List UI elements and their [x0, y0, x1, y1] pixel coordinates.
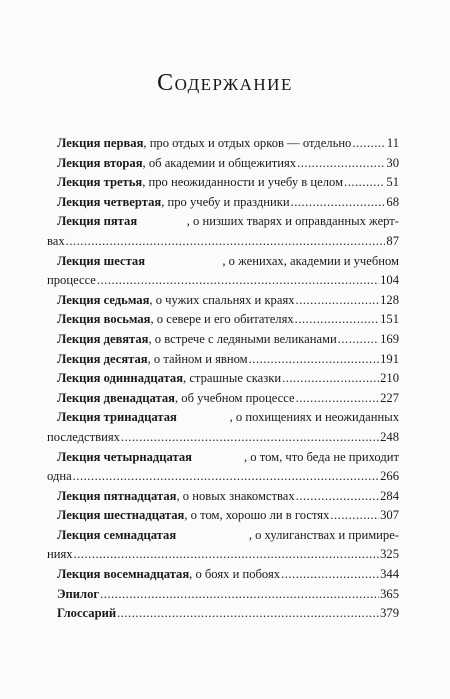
toc-entry-description: , о севере и его обитателях — [150, 312, 294, 327]
toc-entry-line — [47, 604, 399, 624]
leader-dots — [291, 193, 386, 213]
toc-entry-title: Лекция четырнадцатая — [57, 449, 192, 464]
toc-entry-page-number: 210 — [380, 371, 399, 386]
leader-dots — [296, 291, 380, 311]
toc-entry-description: , о боях и побоях — [189, 567, 281, 582]
toc-entry-title: Лекция тринадцатая — [57, 410, 177, 425]
toc-entry-title: Лекция четвертая — [57, 194, 162, 209]
leader-dots — [73, 467, 379, 487]
toc-entry-line — [47, 526, 399, 546]
toc-entry-line — [47, 271, 399, 291]
toc-entry-page-number: 104 — [380, 273, 399, 288]
toc-entry-title: Лекция первая — [57, 136, 144, 150]
toc-entry-line — [47, 565, 399, 585]
leader-dots — [297, 154, 385, 174]
toc-entry — [47, 448, 399, 487]
leader-dots — [296, 389, 380, 409]
toc-entry-line — [47, 467, 399, 487]
toc-entry-line — [47, 428, 399, 448]
toc-entry-page-number: 266 — [380, 469, 399, 484]
toc-entry-page-number: 284 — [380, 488, 399, 503]
toc-entry-page-number: 169 — [380, 331, 399, 346]
toc-entry-description: , о том, что беда не приходит — [244, 449, 399, 464]
toc-entry-page-number: 307 — [380, 508, 399, 523]
toc-entry-line — [47, 193, 399, 213]
leader-dots — [338, 330, 379, 350]
toc-entry — [47, 408, 399, 447]
toc-entry-line — [47, 173, 399, 193]
toc-entry-page-number: 379 — [380, 606, 399, 621]
leader-dots — [117, 604, 379, 624]
toc-entry-title: Лекция пятнадцатая — [57, 488, 177, 503]
toc-entry — [47, 565, 399, 585]
toc-entry-title: Лекция восемнадцатая — [57, 567, 190, 582]
leader-dots — [344, 173, 385, 193]
leader-dots — [330, 506, 379, 526]
leader-dots — [100, 585, 379, 605]
toc-entry — [47, 369, 399, 389]
leader-dots — [74, 545, 380, 565]
toc-entry-title: Лекция семнадцатая — [57, 527, 177, 542]
toc-entry-line — [47, 310, 399, 330]
toc-entry — [47, 330, 399, 350]
toc-entry-description: , о чужих спальнях и краях — [149, 292, 295, 307]
page-title: Содержание — [157, 70, 293, 96]
leader-dots — [295, 310, 379, 330]
leader-dots — [66, 232, 386, 252]
toc-entry — [47, 526, 399, 565]
toc-entry-line — [47, 330, 399, 350]
toc-entry-description: , о похищениях и неожиданных — [229, 410, 399, 425]
toc-entry-description: , о том, хорошо ли в гостях — [184, 508, 330, 523]
toc-entry — [47, 291, 399, 311]
toc-entry-description-continued: ниях — [47, 547, 73, 562]
toc-entry-description: , страшные сказки — [183, 371, 282, 386]
toc-entry-line — [47, 134, 399, 154]
toc-entry-description: , про отдых и отдых орков — отдельно — [143, 136, 352, 150]
toc-entry — [47, 154, 399, 174]
toc-entry-title: Лекция седьмая — [57, 292, 150, 307]
toc-entry-page-number: 344 — [380, 567, 399, 582]
toc-entry-line — [47, 389, 399, 409]
toc-entry-description: , о тайном и явном — [147, 351, 248, 366]
toc-entry-description: , о женихах, академии и учебном — [222, 253, 399, 268]
toc-entry — [47, 350, 399, 370]
toc-entry — [47, 193, 399, 213]
toc-entry-description: , о низших тварях и оправданных жерт- — [186, 214, 399, 229]
toc-entry-description: , об академии и общежитиях — [142, 155, 297, 170]
leader-dots — [281, 565, 379, 585]
toc-entry — [47, 487, 399, 507]
toc-entry-page-number: 51 — [386, 175, 399, 190]
toc-entry — [47, 506, 399, 526]
toc-entry-title: Лекция восьмая — [57, 312, 151, 327]
toc-entry-description-continued: вах — [47, 233, 65, 248]
toc-entry-page-number: 151 — [380, 312, 399, 327]
toc-entry — [47, 310, 399, 330]
toc-entry-line — [47, 408, 399, 428]
table-of-contents — [47, 134, 399, 624]
toc-entry-page-number: 87 — [386, 233, 399, 248]
leader-dots — [352, 134, 386, 154]
toc-entry — [47, 604, 399, 624]
toc-entry-title: Лекция одиннадцатая — [57, 371, 184, 386]
leader-dots — [249, 350, 379, 370]
toc-entry-line — [47, 369, 399, 389]
toc-entry-page-number: 248 — [380, 429, 399, 444]
toc-entry-title: Лекция пятая — [57, 214, 138, 229]
toc-entry-page-number: 128 — [380, 292, 399, 307]
toc-entry — [47, 173, 399, 193]
toc-entry-page-number: 325 — [380, 547, 399, 562]
toc-entry-description: , о хулиганствах и примире- — [248, 527, 399, 542]
toc-entry — [47, 212, 399, 251]
toc-entry-title: Глоссарий — [57, 606, 117, 621]
toc-entry-line — [47, 291, 399, 311]
toc-entry-title: Лекция шестая — [57, 253, 146, 268]
toc-entry-description: , об учебном процессе — [174, 390, 295, 405]
toc-entry — [47, 252, 399, 291]
leader-dots — [121, 428, 379, 448]
toc-entry-page-number: 191 — [380, 351, 399, 366]
toc-entry-page-number: 365 — [380, 586, 399, 601]
toc-entry-title: Лекция десятая — [57, 351, 148, 366]
toc-entry-description: , о новых знакомствах — [176, 488, 295, 503]
toc-entry-page-number: 227 — [380, 390, 399, 405]
toc-entry-line — [47, 506, 399, 526]
toc-entry-description-continued: последствиях — [47, 429, 120, 444]
toc-entry-title: Лекция шестнадцатая — [57, 508, 185, 523]
toc-entry-page-number: 30 — [386, 155, 399, 170]
toc-entry-page-number: 68 — [386, 194, 399, 209]
toc-entry-title: Лекция двенадцатая — [57, 390, 175, 405]
toc-entry-title: Лекция третья — [57, 175, 143, 190]
toc-entry-title: Лекция вторая — [57, 155, 143, 170]
toc-entry-page-number: 11 — [386, 136, 399, 150]
toc-entry-description-continued: одна — [47, 469, 72, 484]
toc-entry-description: , про неожиданности и учебу в целом — [142, 175, 344, 190]
toc-entry — [47, 585, 399, 605]
toc-entry-line — [47, 212, 399, 232]
toc-entry-line — [47, 585, 399, 605]
toc-entry-line — [47, 252, 399, 272]
toc-entry-title: Лекция девятая — [57, 331, 149, 346]
leader-dots — [97, 271, 379, 291]
toc-entry-line — [47, 448, 399, 468]
toc-entry-line — [47, 350, 399, 370]
toc-entry — [47, 134, 399, 154]
toc-entry — [47, 389, 399, 409]
toc-entry-line — [47, 154, 399, 174]
leader-dots — [282, 369, 379, 389]
toc-entry-line — [47, 487, 399, 507]
toc-entry-description-continued: процессе — [47, 273, 96, 288]
toc-entry-description: , про учебу и праздники — [161, 194, 290, 209]
toc-entry-description: , о встрече с ледяными великанами — [148, 331, 337, 346]
leader-dots — [296, 487, 379, 507]
toc-entry-line — [47, 545, 399, 565]
toc-entry-title: Эпилог — [57, 586, 100, 601]
toc-entry-line — [47, 232, 399, 252]
